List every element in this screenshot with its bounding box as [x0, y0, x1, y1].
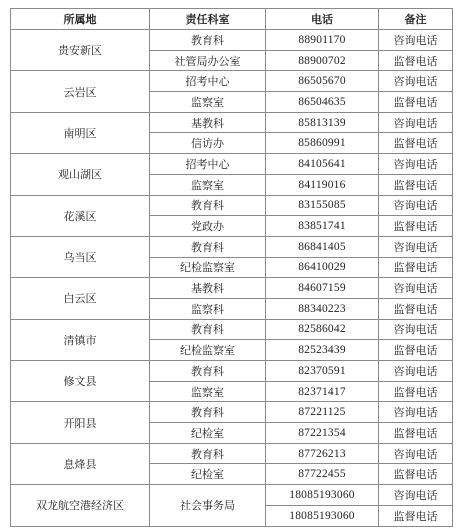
note-cell: 咨询电话: [379, 195, 453, 216]
department-cell: 信访办: [150, 133, 266, 154]
department-cell: 教育科: [150, 402, 266, 423]
note-cell: 咨询电话: [379, 402, 453, 423]
phone-cell: 87722455: [266, 464, 379, 485]
district-cell: 云岩区: [11, 71, 150, 112]
district-cell: 息烽县: [11, 443, 150, 484]
table-row: [11, 71, 453, 92]
phone-cell: 83851741: [266, 216, 379, 237]
department-cell: 教育科: [150, 195, 266, 216]
department-cell: 教育科: [150, 30, 266, 51]
district-cell: 修文县: [11, 361, 150, 402]
note-cell: 监督电话: [379, 133, 453, 154]
header-note: 备注: [379, 9, 453, 30]
table-row: [11, 278, 453, 299]
department-cell: 教育科: [150, 443, 266, 464]
table-row: [11, 485, 453, 506]
phone-cell: 87221125: [266, 402, 379, 423]
department-cell: 监察室: [150, 92, 266, 113]
phone-cell: 85860991: [266, 133, 379, 154]
phone-cell: 83155085: [266, 195, 379, 216]
phone-cell: 82370591: [266, 361, 379, 382]
phone-cell: 82371417: [266, 381, 379, 402]
note-cell: 监督电话: [379, 50, 453, 71]
phone-cell: 88901170: [266, 30, 379, 51]
department-cell: 监察科: [150, 298, 266, 319]
department-cell: 教育科: [150, 236, 266, 257]
note-cell: 咨询电话: [379, 154, 453, 175]
note-cell: 咨询电话: [379, 71, 453, 92]
table-row: [11, 443, 453, 464]
phone-cell: 82523439: [266, 340, 379, 361]
phone-cell: 86504635: [266, 92, 379, 113]
phone-cell: 84105641: [266, 154, 379, 175]
header-district: 所属地: [11, 9, 150, 30]
department-cell: 纪检室: [150, 423, 266, 444]
note-cell: 监督电话: [379, 216, 453, 237]
note-cell: 监督电话: [379, 505, 453, 526]
note-cell: 监督电话: [379, 298, 453, 319]
department-cell: 党政办: [150, 216, 266, 237]
note-cell: 监督电话: [379, 381, 453, 402]
department-cell: 纪检室: [150, 464, 266, 485]
table-row: [11, 402, 453, 423]
district-cell: 南明区: [11, 112, 150, 153]
department-cell: 招考中心: [150, 71, 266, 92]
phone-cell: 18085193060: [266, 485, 379, 506]
department-cell: 基教科: [150, 112, 266, 133]
phone-cell: 88900702: [266, 50, 379, 71]
header-department: 责任科室: [150, 9, 266, 30]
table-row: [11, 154, 453, 175]
table-row: [11, 30, 453, 51]
district-cell: 开阳县: [11, 402, 150, 443]
phone-cell: 86410029: [266, 257, 379, 278]
department-cell: 监察室: [150, 381, 266, 402]
department-cell: 教育科: [150, 361, 266, 382]
phone-cell: 87726213: [266, 443, 379, 464]
phone-cell: 18085193060: [266, 505, 379, 526]
table-row: [11, 236, 453, 257]
note-cell: 咨询电话: [379, 443, 453, 464]
department-cell: 纪检监察室: [150, 257, 266, 278]
district-cell: 双龙航空港经济区: [11, 485, 150, 526]
district-cell: 观山湖区: [11, 154, 150, 195]
department-cell: 社管局办公室: [150, 50, 266, 71]
phone-cell: 85813139: [266, 112, 379, 133]
table-row: [11, 319, 453, 340]
department-cell: 招考中心: [150, 154, 266, 175]
phone-cell: 88340223: [266, 298, 379, 319]
note-cell: 监督电话: [379, 92, 453, 113]
note-cell: 监督电话: [379, 464, 453, 485]
phone-cell: 84607159: [266, 278, 379, 299]
department-cell: 纪检监察室: [150, 340, 266, 361]
phone-cell: 87221354: [266, 423, 379, 444]
note-cell: 咨询电话: [379, 278, 453, 299]
district-cell: 贵安新区: [11, 30, 150, 71]
header-phone: 电话: [266, 9, 379, 30]
department-cell: 社会事务局: [150, 485, 266, 526]
phone-cell: 82586042: [266, 319, 379, 340]
contact-table: [10, 8, 453, 527]
note-cell: 监督电话: [379, 257, 453, 278]
department-cell: 基教科: [150, 278, 266, 299]
table-row: [11, 112, 453, 133]
table-row: [11, 361, 453, 382]
phone-cell: 84119016: [266, 174, 379, 195]
department-cell: 教育科: [150, 319, 266, 340]
note-cell: 监督电话: [379, 423, 453, 444]
note-cell: 监督电话: [379, 174, 453, 195]
note-cell: 咨询电话: [379, 30, 453, 51]
note-cell: 咨询电话: [379, 236, 453, 257]
table-row: [11, 195, 453, 216]
header-row: [11, 9, 453, 30]
district-cell: 白云区: [11, 278, 150, 319]
phone-cell: 86505670: [266, 71, 379, 92]
note-cell: 咨询电话: [379, 361, 453, 382]
district-cell: 清镇市: [11, 319, 150, 360]
note-cell: 咨询电话: [379, 485, 453, 506]
district-cell: 花溪区: [11, 195, 150, 236]
phone-cell: 86841405: [266, 236, 379, 257]
note-cell: 监督电话: [379, 340, 453, 361]
district-cell: 乌当区: [11, 236, 150, 277]
department-cell: 监察室: [150, 174, 266, 195]
note-cell: 咨询电话: [379, 112, 453, 133]
note-cell: 咨询电话: [379, 319, 453, 340]
